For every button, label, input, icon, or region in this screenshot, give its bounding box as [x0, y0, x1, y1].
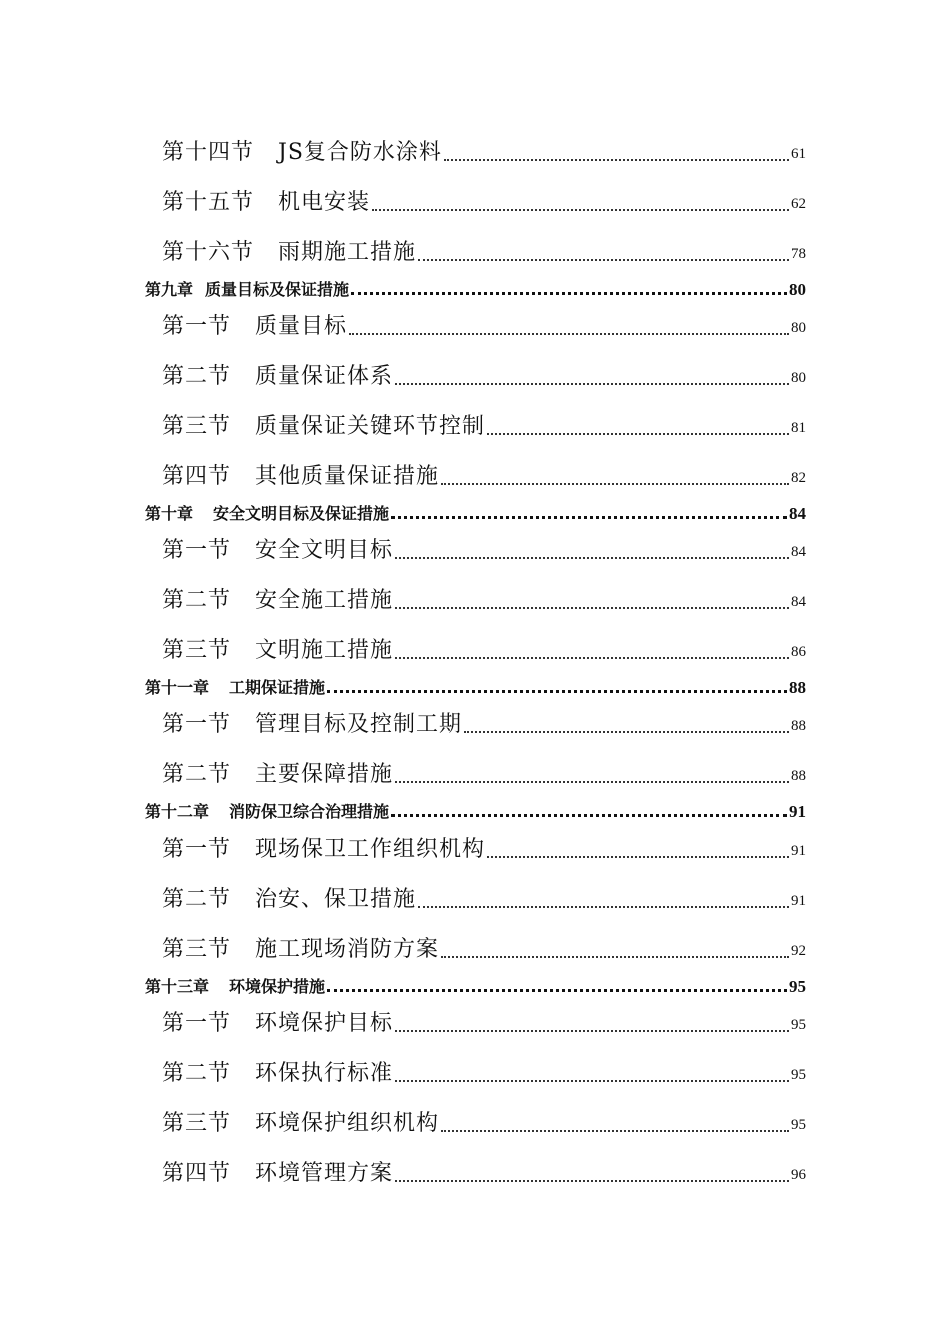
toc-page-number: 78 [791, 246, 806, 262]
toc-page-number: 95 [791, 1067, 806, 1083]
dot-leader [464, 731, 789, 733]
toc-page-number: 84 [789, 504, 806, 523]
toc-entry[interactable] [162, 702, 806, 736]
toc-page-number: 86 [791, 644, 806, 660]
toc-entry[interactable] [162, 752, 806, 786]
toc-entry-title: 质量保证体系 [255, 364, 394, 389]
toc-entry-number: 第一节 [162, 1011, 232, 1036]
toc-chapter-title: 工期保证措施 [229, 678, 326, 697]
dot-leader [395, 1030, 789, 1032]
toc-chapter-label [145, 506, 389, 522]
toc-page-number: 95 [791, 1017, 806, 1033]
dot-leader [395, 781, 789, 783]
toc-entry-number: 第三节 [162, 638, 232, 663]
toc-entry[interactable] [162, 354, 806, 388]
dot-leader [351, 292, 787, 295]
toc-entry-label [162, 540, 393, 562]
toc-entry-label [162, 192, 370, 214]
toc-page-number: 82 [791, 470, 806, 486]
toc-chapter-label [145, 282, 349, 298]
toc-entry[interactable] [162, 827, 806, 861]
dot-leader [441, 483, 789, 485]
dot-leader [395, 607, 789, 609]
dot-leader [441, 956, 789, 958]
toc-page-number: 88 [791, 768, 806, 784]
toc-page-number: 91 [791, 893, 806, 909]
toc-entry[interactable] [162, 927, 806, 961]
toc-page-number: 80 [791, 320, 806, 336]
toc-chapter-entry[interactable] [145, 674, 806, 696]
dot-leader [487, 433, 789, 435]
toc-entry-number: 第一节 [162, 837, 232, 862]
toc-entry-title: 其他质量保证措施 [255, 464, 440, 489]
toc-entry-title: 施工现场消防方案 [255, 937, 440, 962]
toc-entry-label [162, 416, 485, 438]
toc-entry-title: 环境保护组织机构 [255, 1111, 440, 1136]
toc-entry-title: 质量目标 [255, 314, 348, 339]
toc-entry-number: 第十四节 [162, 140, 255, 165]
dot-leader [418, 906, 789, 908]
dot-leader [327, 989, 787, 992]
toc-entry-title: 环保执行标准 [255, 1061, 394, 1086]
toc-entry-title: 机电安装 [278, 190, 371, 215]
dot-leader [395, 383, 789, 385]
toc-entry-title: 安全文明目标 [255, 538, 394, 563]
toc-page-number: 88 [791, 718, 806, 734]
toc-entry-number: 第二节 [162, 1061, 232, 1086]
dot-leader [418, 259, 789, 261]
toc-entry[interactable] [162, 578, 806, 612]
toc-entry-number: 第一节 [162, 538, 232, 563]
toc-page-number: 95 [791, 1117, 806, 1133]
toc-entry[interactable] [162, 180, 806, 214]
toc-chapter-label [145, 979, 325, 995]
toc-entry[interactable] [162, 404, 806, 438]
toc-entry-number: 第二节 [162, 364, 232, 389]
toc-entry-title: 雨期施工措施 [278, 240, 417, 265]
toc-entry-number: 第一节 [162, 314, 232, 339]
dot-leader [349, 333, 789, 335]
toc-entry-label [162, 1013, 393, 1035]
toc-entry-title: 文明施工措施 [255, 638, 394, 663]
toc-page-number: 61 [791, 146, 806, 162]
toc-entry-number: 第十五节 [162, 190, 255, 215]
toc-entry-label [162, 889, 416, 911]
toc-entry[interactable] [162, 628, 806, 662]
dot-leader [395, 1080, 789, 1082]
toc-entry-title: 管理目标及控制工期 [255, 712, 463, 737]
toc-entry-title: 环境管理方案 [255, 1161, 394, 1186]
toc-entry-title: 治安、保卫措施 [255, 887, 417, 912]
toc-entry-label [162, 466, 439, 488]
toc-page-number: 92 [791, 943, 806, 959]
toc-entry-label [162, 1163, 393, 1185]
toc-chapter-number: 第十三章 [145, 977, 210, 996]
toc-entry-title: JS复合防水涂料 [278, 140, 442, 165]
toc-chapter-number: 第十章 [145, 504, 194, 523]
toc-page-number: 80 [791, 370, 806, 386]
toc-entry-label [162, 242, 416, 264]
toc-entry-number: 第二节 [162, 762, 232, 787]
toc-entry-label [162, 1113, 439, 1135]
toc-page-number: 84 [791, 594, 806, 610]
dot-leader [395, 657, 789, 659]
toc-entry-number: 第一节 [162, 712, 232, 737]
dot-leader [391, 516, 787, 519]
toc-entry[interactable] [162, 130, 806, 164]
toc-chapter-number: 第十一章 [145, 678, 210, 697]
toc-chapter-title: 质量目标及保证措施 [205, 280, 350, 299]
dot-leader [487, 856, 789, 858]
dot-leader [441, 1130, 789, 1132]
toc-chapter-label [145, 804, 389, 820]
toc-page-number: 81 [791, 420, 806, 436]
toc-chapter-number: 第十二章 [145, 802, 210, 821]
toc-entry-number: 第二节 [162, 588, 232, 613]
toc-entry-label [162, 142, 442, 164]
dot-leader [395, 557, 789, 559]
toc-entry-number: 第十六节 [162, 240, 255, 265]
toc-entry-label [162, 764, 393, 786]
toc-chapter-number: 第九章 [145, 280, 194, 299]
toc-page-number: 84 [791, 544, 806, 560]
toc-entry[interactable] [162, 1051, 806, 1085]
toc-page-number: 95 [789, 977, 806, 996]
dot-leader [395, 1180, 789, 1182]
toc-page-number: 62 [791, 196, 806, 212]
toc-page-number: 91 [789, 802, 806, 821]
toc-entry-label [162, 590, 393, 612]
toc-chapter-label [145, 680, 325, 696]
toc-entry-number: 第三节 [162, 414, 232, 439]
toc-entry-label [162, 316, 347, 338]
toc-entry[interactable] [162, 454, 806, 488]
toc-entry-title: 主要保障措施 [255, 762, 394, 787]
toc-chapter-entry[interactable] [145, 276, 806, 298]
toc-entry[interactable] [162, 1101, 806, 1135]
dot-leader [327, 690, 787, 693]
toc-entry-label [162, 366, 393, 388]
toc-entry-label [162, 1063, 393, 1085]
toc-entry[interactable] [162, 1001, 806, 1035]
toc-chapter-title: 环境保护措施 [229, 977, 326, 996]
toc-page-number: 96 [791, 1167, 806, 1183]
toc-entry[interactable] [162, 1151, 806, 1185]
toc-chapter-entry[interactable] [145, 973, 806, 995]
toc-entry-label [162, 640, 393, 662]
toc-entry[interactable] [162, 304, 806, 338]
toc-entry-title: 质量保证关键环节控制 [255, 414, 486, 439]
dot-leader [391, 814, 787, 817]
toc-entry-number: 第四节 [162, 1161, 232, 1186]
toc-chapter-entry[interactable] [145, 500, 806, 522]
toc-entry-label [162, 714, 462, 736]
toc-entry-title: 安全施工措施 [255, 588, 394, 613]
toc-entry[interactable] [162, 528, 806, 562]
toc-entry-title: 现场保卫工作组织机构 [255, 837, 486, 862]
toc-chapter-title: 安全文明目标及保证措施 [213, 504, 390, 523]
toc-entry-number: 第三节 [162, 1111, 232, 1136]
toc-chapter-title: 消防保卫综合治理措施 [229, 802, 390, 821]
toc-chapter-entry[interactable] [145, 798, 806, 820]
toc-entry-number: 第二节 [162, 887, 232, 912]
toc-entry-number: 第三节 [162, 937, 232, 962]
toc-entry[interactable] [162, 877, 806, 911]
toc-entry-number: 第四节 [162, 464, 232, 489]
toc-page-number: 91 [791, 843, 806, 859]
dot-leader [372, 209, 789, 211]
toc-entry-label [162, 839, 485, 861]
toc-page-number: 88 [789, 678, 806, 697]
toc-entry-title: 环境保护目标 [255, 1011, 394, 1036]
toc-entry[interactable] [162, 230, 806, 264]
toc-entry-label [162, 939, 439, 961]
toc-page-number: 80 [789, 280, 806, 299]
dot-leader [444, 159, 789, 161]
